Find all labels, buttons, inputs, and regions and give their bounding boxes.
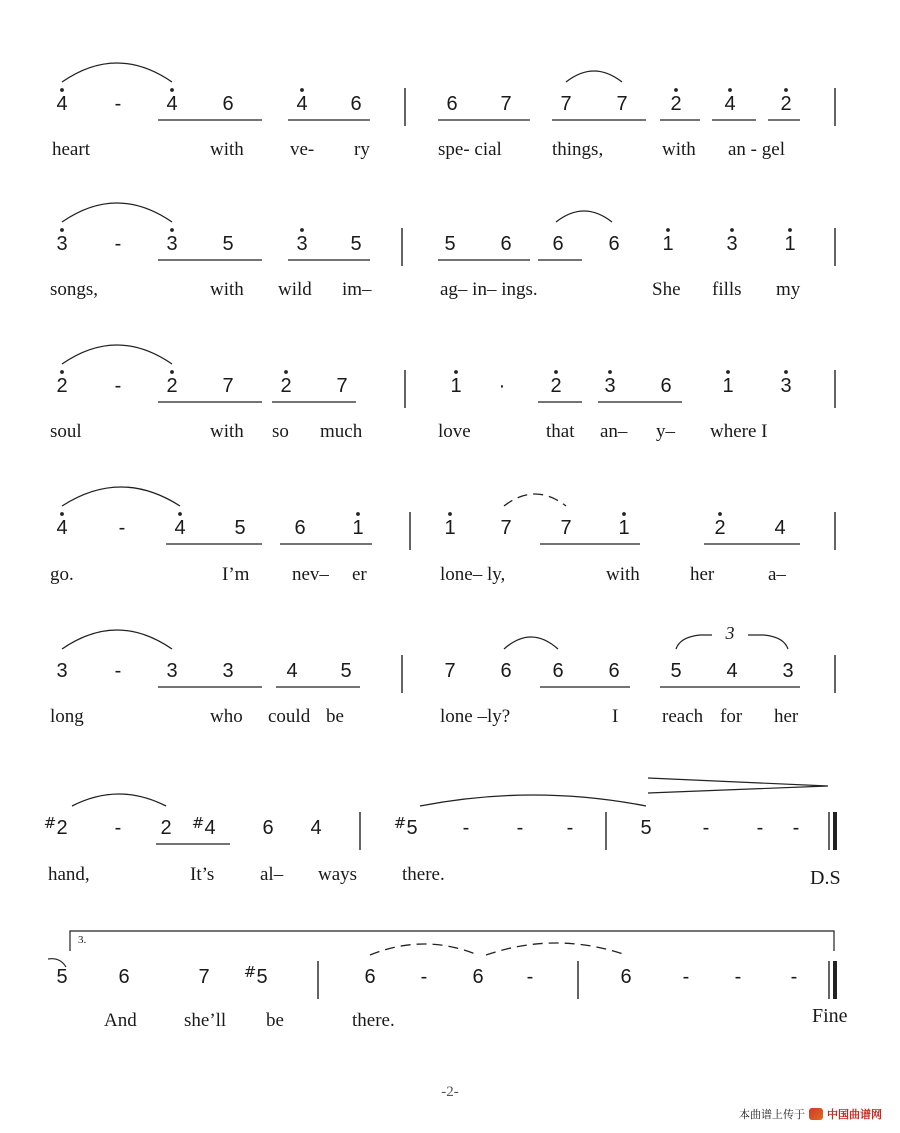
note: 1 [618,517,630,539]
note: 2 [166,375,178,397]
extension-dash: - [526,966,534,988]
lyric: fills [712,279,742,300]
note: 6 [350,93,362,115]
note: 2 [56,375,68,397]
note: 2 [160,817,172,839]
lyric: be [266,1010,284,1031]
octave-dot-above [730,228,734,232]
decrescendo-hairpin [648,778,828,793]
sharp-sign: # [393,814,407,832]
note: 5 [256,966,268,988]
note: 6 [118,966,130,988]
lyric: lone –ly? [440,706,511,727]
note: 4 [726,660,738,682]
extension-dash: - [682,966,690,988]
note: 6 [608,660,620,682]
note: 1 [662,233,674,255]
lyric: her [774,706,799,727]
note: 6 [500,233,512,255]
note: 1 [722,375,734,397]
lyric: y– [656,421,675,442]
octave-dot-above [60,88,64,92]
triplet-number: 3 [725,623,735,643]
lyric: ry [354,139,370,160]
slur [486,943,626,955]
extension-dash: - [114,93,122,115]
octave-dot-above [448,512,452,516]
note: 3 [222,660,234,682]
lyric: with [210,279,244,300]
fine-mark: Fine [812,1005,848,1027]
octave-dot-above [300,228,304,232]
slur [370,944,478,955]
note: 7 [560,93,572,115]
lyric: an– [600,421,628,442]
site-brand: 中国曲谱网 [827,1108,882,1121]
slur [420,795,646,806]
sharp-sign: # [191,814,205,832]
note: 5 [234,517,246,539]
note: 2 [56,817,68,839]
upload-credit [739,1106,882,1122]
octave-dot-above [784,88,788,92]
octave-dot-above [60,370,64,374]
volta-bracket [70,931,834,951]
lyric: with [210,139,244,160]
note: 6 [364,966,376,988]
lyric: there. [402,864,445,885]
note: 3 [296,233,308,255]
note: 3 [604,375,616,397]
note: 1 [450,375,462,397]
octave-dot-above [784,370,788,374]
slur [62,487,180,506]
note: 4 [310,817,322,839]
lyric: wild [278,279,312,300]
note: 3 [166,660,178,682]
extension-dash: - [702,817,710,839]
note: 2 [780,93,792,115]
note: 1 [352,517,364,539]
note: 5 [222,233,234,255]
lyric: much [320,421,363,442]
lyric: nev– [292,564,329,585]
lyric: ag– in– ings. [440,279,538,300]
lyric: so [272,421,289,442]
octave-dot-above [666,228,670,232]
lyric: ve- [290,139,315,160]
slur [556,211,612,222]
lyric: songs, [50,279,99,300]
octave-dot-above [300,88,304,92]
extension-dash: - [516,817,524,839]
lyric: could [268,706,311,727]
note: 3 [780,375,792,397]
lyric: I [612,706,619,727]
note: 6 [660,375,672,397]
note: 5 [406,817,418,839]
extension-dash: - [114,233,122,255]
note: 4 [174,517,186,539]
octave-dot-above [728,88,732,92]
slur [62,203,172,222]
note: 6 [472,966,484,988]
extension-dash: - [734,966,742,988]
lyric: where I [710,421,768,442]
lyric: reach [662,706,704,727]
note: 3 [56,233,68,255]
note: 6 [446,93,458,115]
extension-dash: - [792,817,800,839]
note: 4 [56,93,68,115]
note: 6 [222,93,234,115]
lyric: heart [52,139,90,160]
lyric: with [606,564,640,585]
note: 4 [56,517,68,539]
note: 3 [782,660,794,682]
note: 6 [500,660,512,682]
sharp-sign: # [43,814,57,832]
note: 4 [774,517,786,539]
note: 5 [640,817,652,839]
note: 7 [500,517,512,539]
volta-number: 3. [78,934,87,946]
slur [566,71,622,82]
note: 7 [616,93,628,115]
octave-dot-above [554,370,558,374]
triplet-bracket-right [748,635,788,649]
note: 4 [724,93,736,115]
octave-dot-above [622,512,626,516]
extension-dash: - [114,817,122,839]
slur [504,637,558,649]
note: 6 [294,517,306,539]
lyric: things, [552,139,604,160]
note: 3 [56,660,68,682]
lyric: im– [342,279,372,300]
octave-dot-above [170,370,174,374]
note: 4 [286,660,298,682]
octave-dot-above [718,512,722,516]
octave-dot-above [454,370,458,374]
octave-dot-above [674,88,678,92]
sharp-sign: # [243,963,257,981]
lyric: she’ll [184,1010,227,1031]
lyric: a– [768,564,786,585]
lyric: I’m [222,564,250,585]
lyric: spe- cial [438,139,502,160]
slur [62,630,172,649]
lyric: hand, [48,864,90,885]
octave-dot-above [60,512,64,516]
lyric: soul [50,421,82,442]
extension-dash: - [118,517,126,539]
octave-dot-above [726,370,730,374]
octave-dot-above [788,228,792,232]
extension-dash: - [114,660,122,682]
octave-dot-above [356,512,360,516]
note: 6 [608,233,620,255]
note: 7 [222,375,234,397]
lyric: It’s [190,864,215,885]
lyric: that [546,421,575,442]
octave-dot-above [608,370,612,374]
octave-dot-above [170,88,174,92]
extension-dash: - [420,966,428,988]
slur [62,63,172,82]
ds-mark: D.S [810,867,841,889]
note: 2 [280,375,292,397]
note: · [498,375,506,397]
page-number: -2- [441,1084,459,1100]
lyric: And [104,1010,137,1031]
note: 1 [784,233,796,255]
note: 4 [166,93,178,115]
lyric: who [210,706,243,727]
note: 2 [670,93,682,115]
note: 7 [198,966,210,988]
octave-dot-above [170,228,174,232]
extension-dash: - [756,817,764,839]
note: 5 [340,660,352,682]
extension-dash: - [790,966,798,988]
extension-dash: - [114,375,122,397]
credit-text: 本曲谱上传于 [739,1108,805,1121]
lyric: go. [50,564,74,585]
lyric: an - gel [728,139,785,160]
slur [504,494,566,506]
note: 1 [444,517,456,539]
note: 2 [714,517,726,539]
lyric: ways [318,864,358,885]
octave-dot-above [60,228,64,232]
note: 3 [166,233,178,255]
extension-dash: - [566,817,574,839]
lyric: lone– ly, [440,564,506,585]
extension-dash: - [462,817,470,839]
note: 4 [204,817,216,839]
slur [72,794,166,806]
note: 4 [296,93,308,115]
note: 6 [262,817,274,839]
note: 3 [726,233,738,255]
octave-dot-above [284,370,288,374]
lyric: long [50,706,84,727]
note: 7 [444,660,456,682]
lyric: er [352,564,367,585]
note: 5 [670,660,682,682]
note: 5 [56,966,68,988]
note: 6 [552,233,564,255]
site-logo-icon [809,1108,823,1120]
lyric: there. [352,1010,395,1031]
lyric: with [210,421,244,442]
lyric: She [652,279,681,300]
note: 7 [560,517,572,539]
note: 2 [550,375,562,397]
lyric: my [776,279,801,300]
lyric: her [690,564,715,585]
octave-dot-above [178,512,182,516]
note: 7 [336,375,348,397]
lyric: love [438,421,471,442]
note: 5 [350,233,362,255]
note: 6 [620,966,632,988]
note: 7 [500,93,512,115]
lyric: be [326,706,344,727]
lyric: al– [260,864,284,885]
lyric: for [720,706,743,727]
slur [62,345,172,364]
note: 5 [444,233,456,255]
note: 6 [552,660,564,682]
lyric: with [662,139,696,160]
triplet-bracket-left [676,635,712,649]
